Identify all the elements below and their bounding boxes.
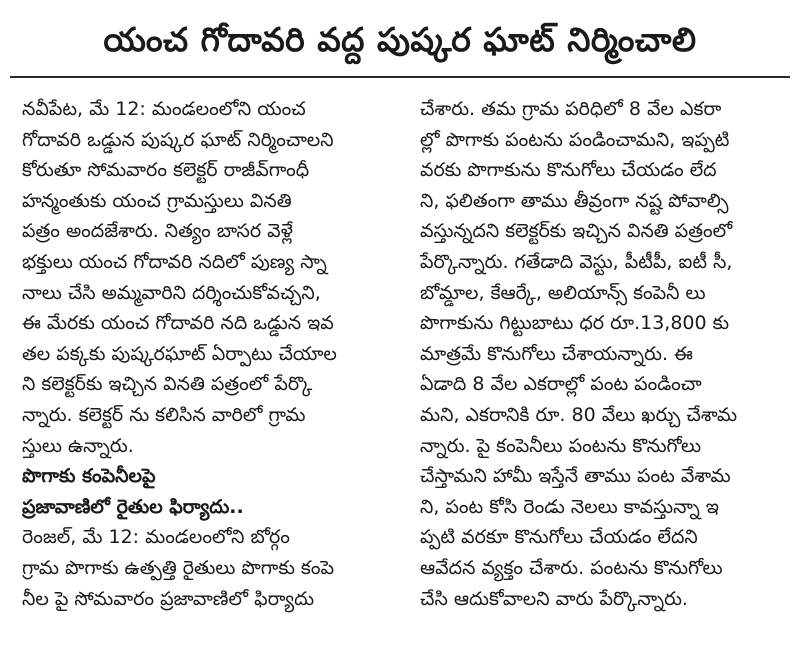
article-line: ఆవేదన వ్యక్తం చేశారు. పంటను కొనుగోలు (420, 556, 723, 579)
article-line: చేశారు. తమ గ్రామ పరిధిలో 8 వేల ఎకరా (420, 98, 722, 120)
article-line: మాత్రమే కొనుగోలు చేశాయన్నారు. ఈ (420, 342, 693, 365)
article-line: పొగాకును గిట్టుబాటు ధర రూ.13,800 కు (420, 312, 730, 335)
subheading: పొగాకు కంపెనీలపై (22, 465, 156, 488)
article-line: ఈ మేరకు యంచ గోదావరి నది ఒడ్డున ఇవ (22, 312, 334, 335)
article-line: ఏడాది 8 వేల ఎకరాల్లో పంట పండించా (420, 373, 702, 396)
article-line: ని కలెక్టర్‌కు ఇచ్చిన వినతి పత్రంలో పేర్కొ (22, 373, 313, 396)
article-line: కోరుతూ సోమవారం కలెక్టర్ రాజీవ్‌గాంధీ (22, 159, 310, 182)
article-line: పేర్కొన్నారు. గతేడాది వెస్టు, పీటీపీ, ఐటీ సీ, (420, 250, 733, 273)
article-line: నీల పై సోమవారం ప్రజావాణిలో ఫిర్యాదు (22, 587, 315, 610)
headline-rule (10, 76, 790, 78)
article-line: రెంజల్, మే 12: మండలంలోని బోర్గం (22, 526, 290, 549)
article-line: నాలు చేసి అమ్మవారిని దర్శించుకోవచ్చని, (22, 281, 321, 304)
article-line: గోదావరి ఒడ్డున పుష్కర ఘాట్ నిర్మించాలని (22, 128, 334, 151)
article-line: చేసి ఆదుకోవాలని వారు పేర్కొన్నారు. (420, 587, 688, 610)
article-line: స్తులు ఉన్నారు. (22, 434, 134, 457)
article-line: భక్తులు యంచ గోదావరి నదిలో పుణ్య స్నా (22, 250, 327, 273)
article-line: ప్పటి వరకూ కొనుగోలు చేయడం లేదని (420, 526, 698, 549)
article-line: తల పక్కకు పుష్కరఘాట్ ఏర్పాటు చేయాల (22, 342, 337, 365)
subheading: ప్రజావాణిలో రైతుల ఫిర్యాదు.. (22, 495, 244, 518)
article-line: గ్రామ పొగాకు ఉత్పత్తి రైతులు పొగాకు కంపె (22, 556, 334, 579)
left-column (22, 94, 392, 614)
article-line: ల్లో పొగాకు పంటను పండించామని, ఇప్పటి (420, 128, 730, 151)
article-line: మని, ఎకరానికి రూ. 80 వేలు ఖర్చు చేశామ (420, 403, 738, 426)
article-line: ని, ఫలితంగా తాము తీవ్రంగా నష్ట పోవాల్సి (420, 189, 729, 212)
article-line: బోమ్డాల, కేఆర్కే, అలియాన్స్ కంపెనీ లు (420, 281, 706, 304)
article-line: వరకు పొగాకును కొనుగోలు చేయడం లేద (420, 159, 717, 182)
article-line: వస్తున్నదని కలెక్టర్‌కు ఇచ్చిన వినతి పత్రంలో (420, 220, 733, 243)
article-line: న్నారు. పై కంపెనీలు పంటను కొనుగోలు (420, 434, 702, 457)
right-column (420, 94, 792, 614)
headline: యంచ గోదావరి వద్ద పుష్కర ఘాట్ నిర్మించాలి (103, 20, 697, 59)
article-line: న్నారు. కలెక్టర్ ను కలిసిన వారిలో గ్రామ (22, 403, 306, 426)
article-line: పత్రం అందజేశారు. నిత్యం బాసర వెళ్లే (22, 220, 293, 243)
article-line: చేస్తామని హామీ ఇస్తేనే తాము పంట వేశామ (420, 465, 731, 488)
article-line: ని, పంట కోసి రెండు నెలలు కావస్తున్నా ఇ (420, 495, 719, 518)
article-line: నవీపేట, మే 12: మండలంలోని యంచ (22, 98, 306, 120)
article-line: హన్మంతుకు యంచ గ్రామస్తులు వినతి (22, 189, 292, 212)
